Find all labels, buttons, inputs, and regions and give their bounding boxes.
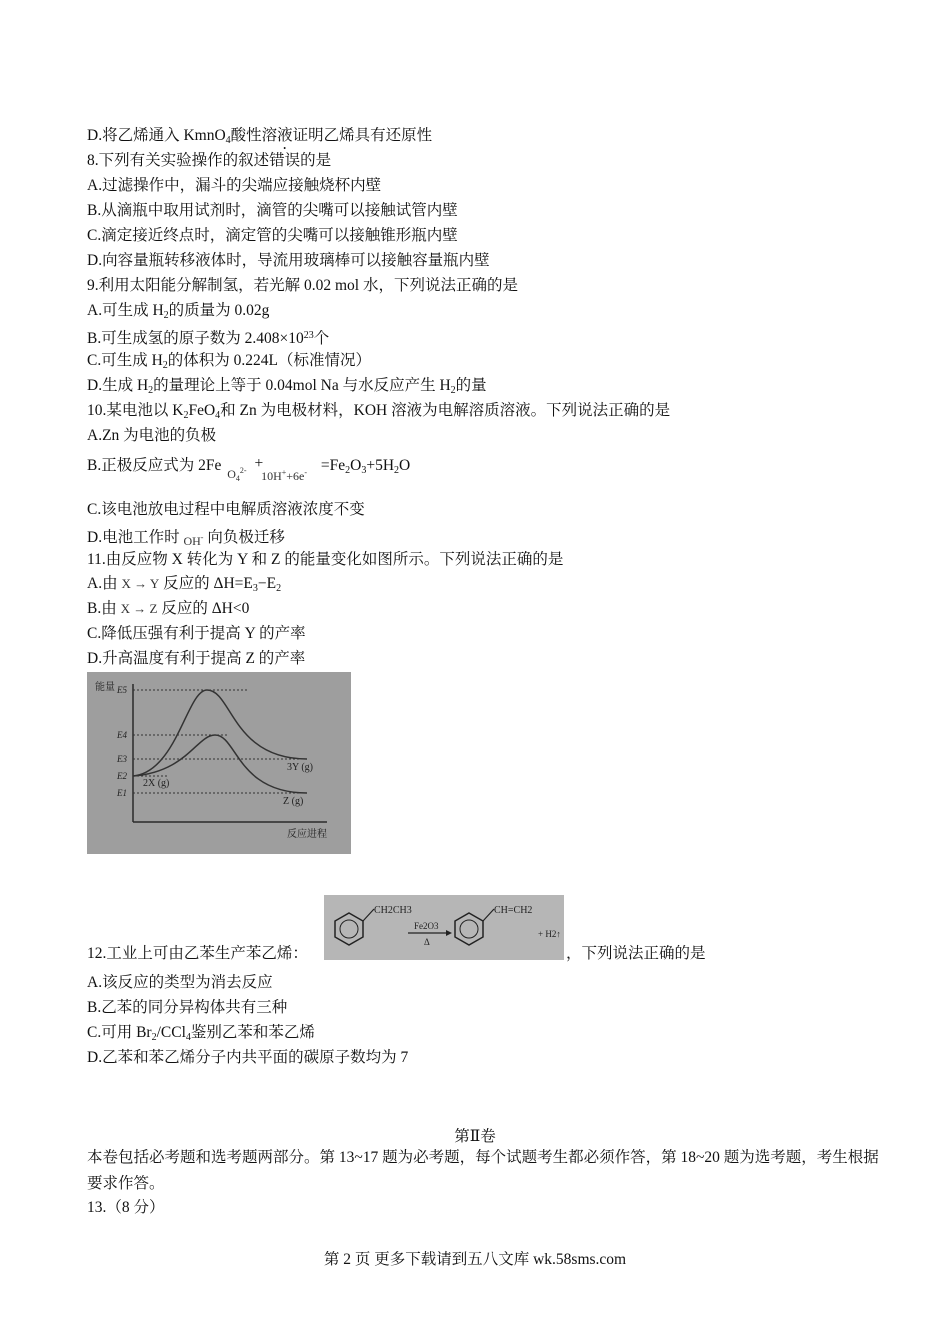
q8-stem: 8.下列有关实验操作的叙述错误的是 [87, 152, 332, 169]
q9-stem: 9.利用太阳能分解制氢，若光解 0.02 mol 水，下列说法正确的是 [87, 277, 518, 294]
q9-option-c: C.可生成 $H_2$的体积为 0.224L（标准情况） [87, 352, 372, 371]
reactant-group: CH2CH3 [374, 905, 412, 916]
q11-option-d: D.升高温度有利于提高 Z 的产率 [87, 650, 306, 667]
tick-e3: E3 [117, 754, 127, 764]
section-intro: 本卷包括必考题和选考题两部分。第 13~17 题为必考题，每个试题考生都必须作答，第 18~20 题为选考题，考生根据要求作答。 [87, 1149, 879, 1192]
q12-option-c: C.可用 $Br_2/CCl_4$鉴别乙苯和苯乙烯 [87, 1024, 315, 1043]
q10-option-b: B.正极反应式为 2Fe $_{O_4^{2-}} + _{10H^++6e^-} =Fe_2O_3+5H_2O$ [87, 455, 411, 483]
q11-option-a: A.由 X → Y 反应的 $\Delta H=E_3-E_2$ [87, 575, 282, 594]
q10-option-d: D.电池工作时 OH- 向负极迁移 [87, 529, 285, 548]
tick-e4: E4 [117, 730, 127, 740]
q8-option-a: A.过滤操作中，漏斗的尖端应接触烧杯内壁 [87, 177, 382, 194]
q8-option-c: C.滴定接近终点时，滴定管的尖嘴可以接触锥形瓶内壁 [87, 227, 458, 244]
catalyst-label: Fe2O3 [414, 921, 439, 931]
tick-e1: E1 [117, 788, 127, 798]
q12-option-d: D.乙苯和苯乙烯分子内共平面的碳原子数均为 7 [87, 1049, 409, 1066]
q12-option-b: B.乙苯的同分异构体共有三种 [87, 999, 288, 1016]
q10-option-c: C.该电池放电过程中电解质溶液浓度不变 [87, 501, 365, 518]
q13-heading: 13.（8 分） [87, 1199, 165, 1216]
q11-stem: 11.由反应物 X 转化为 Y 和 Z 的能量变化如图所示。下列说法正确的是 [87, 551, 564, 568]
q11-option-c: C.降低压强有利于提高 Y 的产率 [87, 625, 306, 642]
label-2x: 2X (g) [143, 778, 170, 789]
reaction-equation [324, 895, 564, 960]
q8-option-d: D.向容量瓶转移液体时，导流用玻璃棒可以接触容量瓶内壁 [87, 252, 490, 269]
q12-stem-end: ，下列说法正确的是 [566, 945, 706, 962]
q12-option-a: A.该反应的类型为消去反应 [87, 974, 273, 991]
byproduct-label: + H2↑ [538, 929, 561, 939]
q7-option-d: D.将乙烯通入 KmnO$_4$酸性溶液证明乙烯具有还原性 [87, 127, 433, 146]
label-z: Z (g) [283, 796, 304, 807]
emphasis-dots: 错误 [269, 152, 301, 169]
tick-e5: E5 [117, 685, 127, 695]
x-axis-label: 反应进程 [287, 829, 327, 840]
q12-stem-start: 12.工业上可由乙苯生产苯乙烯： [87, 945, 308, 962]
q9-option-b: B.可生成氢的原子数为 $2.408\times 10^{23}$个 [87, 330, 330, 347]
product-group: CH=CH2 [494, 905, 533, 916]
q10-option-a: A.Zn 为电池的负极 [87, 427, 217, 444]
q10-stem: 10.某电池以 $K_2FeO_4$和 Zn 为电极材料，KOH 溶液为电解溶质溶液。下列说法正确的是 [87, 402, 671, 421]
section-title: 第Ⅱ卷 [454, 1128, 496, 1145]
page-footer: 第 2 页 更多下载请到五八文库 wk.58sms.com [323, 1251, 627, 1268]
q9-option-a: A.可生成 $H_2$的质量为 0.02g [87, 302, 270, 321]
condition-label: Δ [424, 937, 430, 947]
label-3y: 3Y (g) [287, 762, 314, 773]
q11-option-b: B.由 X → Z 反应的 ΔH<0 [87, 600, 250, 617]
q8-option-b: B.从滴瓶中取用试剂时，滴管的尖嘴可以接触试管内壁 [87, 202, 458, 219]
q9-option-d: D.生成 $H_2$的量理论上等于 0.04mol Na 与水反应产生 $H_2$的量 [87, 377, 487, 396]
energy-diagram [87, 672, 351, 854]
tick-e2: E2 [117, 771, 127, 781]
y-axis-label: 能量 [95, 682, 115, 693]
